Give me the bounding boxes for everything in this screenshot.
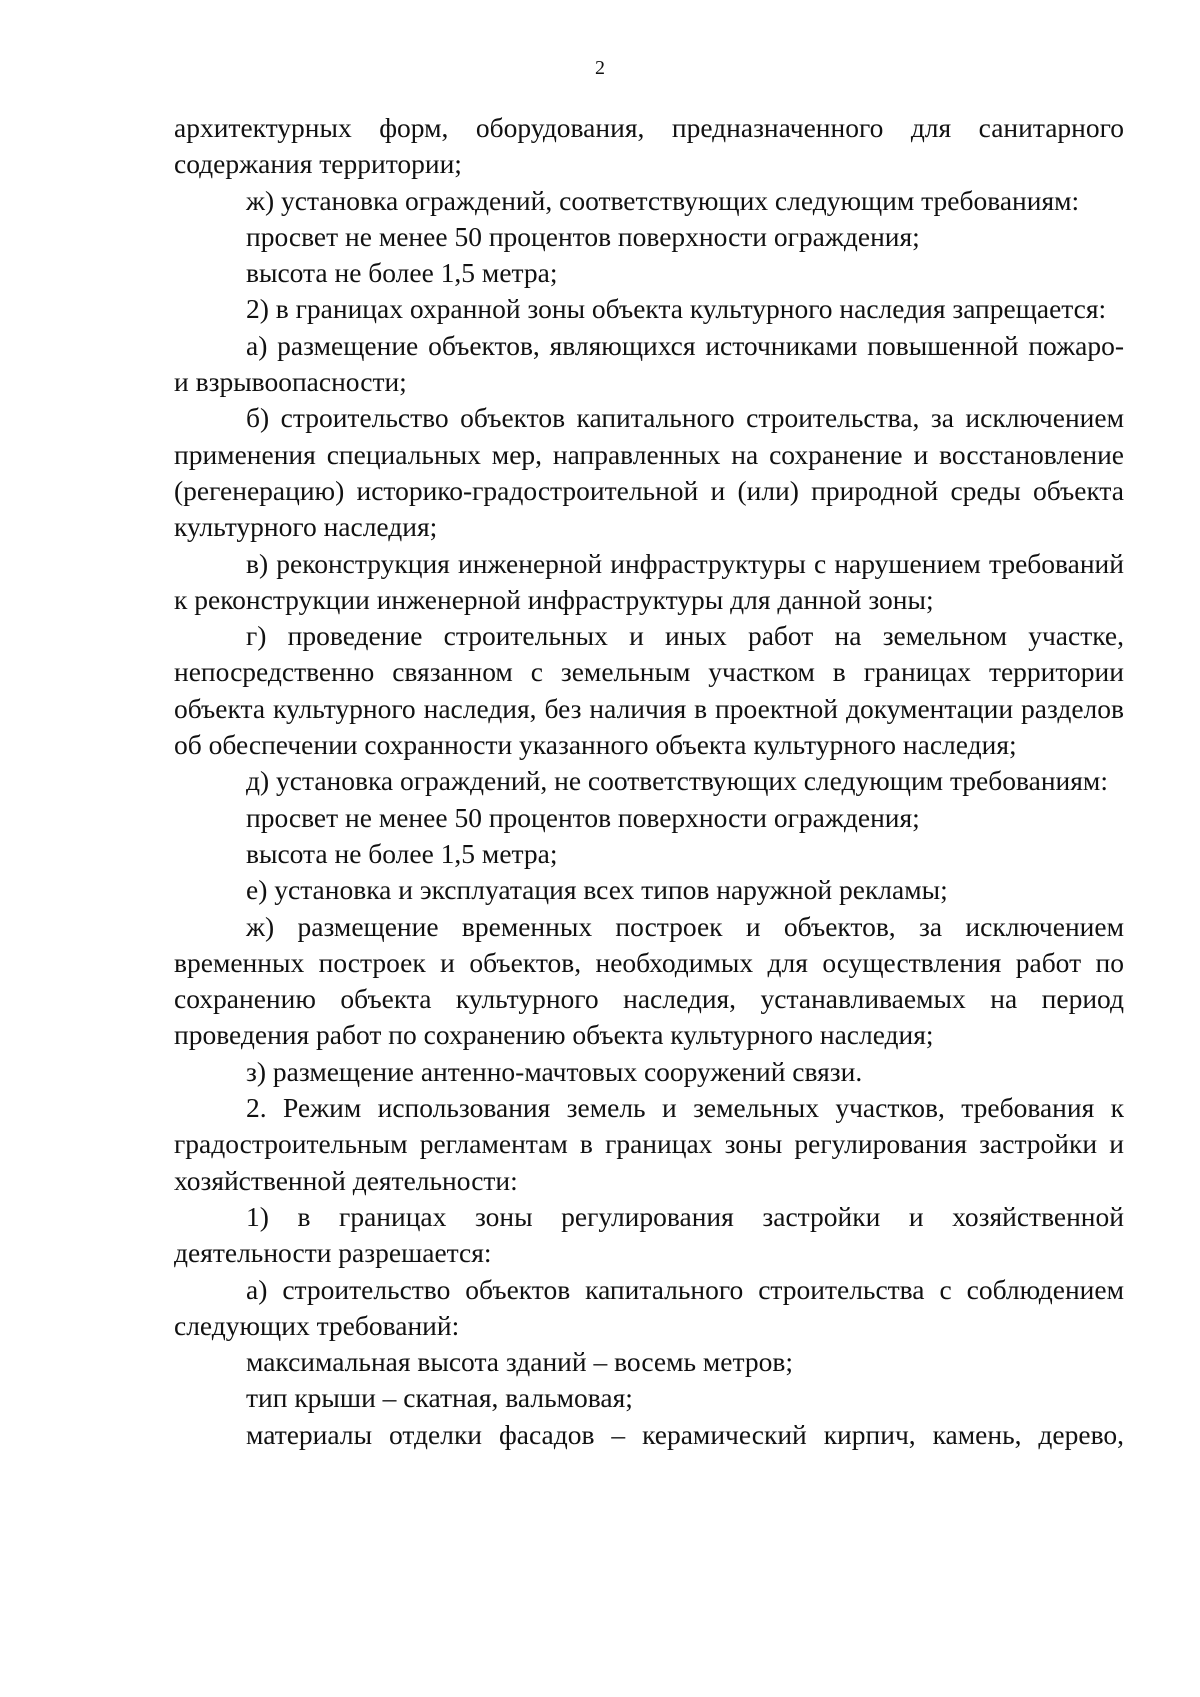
paragraph: б) строительство объектов капитального строительства, за исключением применения специальных мер, направленных на сохранение и восстановление (регенерацию) историко-градостроительной и (или) природной среды объекта культурного наследия; <box>174 402 1124 543</box>
paragraph: архитектурных форм, оборудования, предназначенного для санитарного содержания территории; <box>174 112 1124 180</box>
paragraph: д) установка ограждений, не соответствующих следующим требованиям: <box>246 765 1108 797</box>
page-number: 2 <box>595 57 605 79</box>
paragraph: материалы отделки фасадов – керамический кирпич, камень, дерево, <box>246 1418 1124 1450</box>
document-body <box>174 110 1124 1453</box>
paragraph: е) установка и эксплуатация всех типов наружной рекламы; <box>246 874 948 906</box>
paragraph: з) размещение антенно-мачтовых сооружений связи. <box>246 1055 863 1087</box>
paragraph: 1) в границах зоны регулирования застройки и хозяйственной деятельности разрешается: <box>174 1200 1124 1269</box>
paragraph: максимальная высота зданий – восемь метров; <box>246 1346 793 1378</box>
paragraph: а) размещение объектов, являющихся источниками повышенной пожаро- и взрывоопасности; <box>174 329 1124 398</box>
paragraph: тип крыши – скатная, вальмовая; <box>246 1382 633 1414</box>
paragraph: ж) установка ограждений, соответствующих следующим требованиям: <box>246 184 1080 216</box>
paragraph: ж) размещение временных построек и объектов, за исключением временных построек и объектов, необходимых для осуществления работ по сохранению объекта культурного наследия, устанавливаемых на период проведения работ по сохранению объекта культурного наследия; <box>174 910 1124 1051</box>
paragraph: просвет не менее 50 процентов поверхности ограждения; <box>246 801 920 833</box>
paragraph: высота не более 1,5 метра; <box>246 257 558 289</box>
paragraph: 2. Режим использования земель и земельных участков, требования к градостроительным регламентам в границах зоны регулирования застройки и хозяйственной деятельности: <box>174 1092 1124 1196</box>
paragraph: в) реконструкция инженерной инфраструктуры с нарушением требований к реконструкции инженерной инфраструктуры для данной зоны; <box>174 547 1124 615</box>
paragraph: а) строительство объектов капитального строительства с соблюдением следующих требований: <box>174 1273 1124 1341</box>
paragraph: г) проведение строительных и иных работ на земельном участке, непосредственно связанном с земельным участком в границах территории объекта культурного наследия, без наличия в проектной документации разделов об обеспечении сохранности указанного объекта культурного наследия; <box>174 620 1124 761</box>
paragraph: просвет не менее 50 процентов поверхности ограждения; <box>246 220 920 252</box>
paragraph: высота не более 1,5 метра; <box>246 837 558 869</box>
paragraph: 2) в границах охранной зоны объекта культурного наследия запрещается: <box>246 293 1107 325</box>
